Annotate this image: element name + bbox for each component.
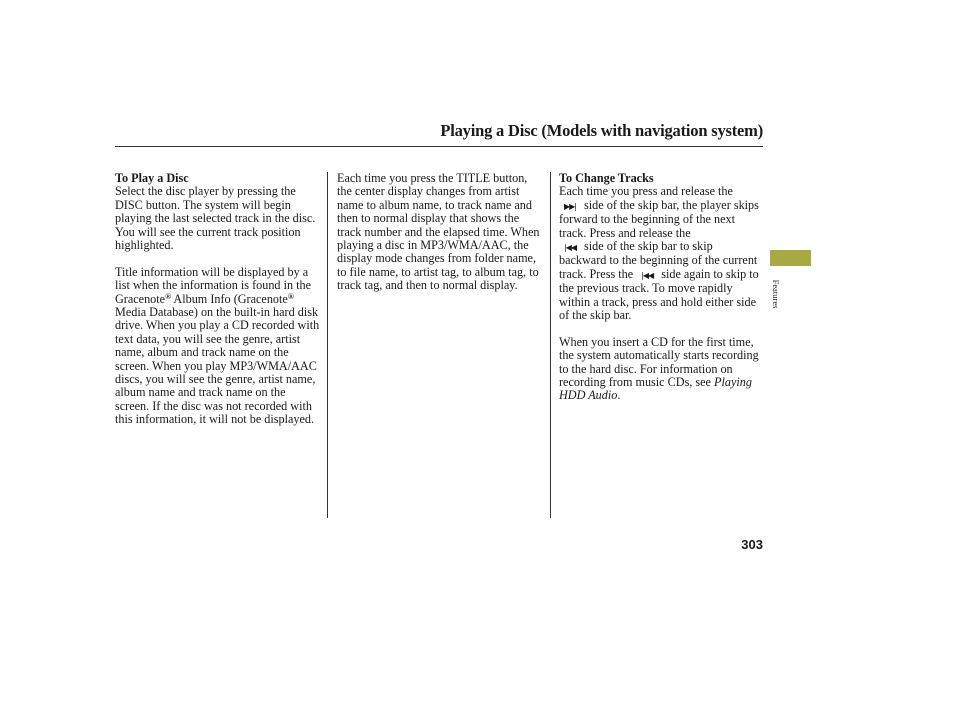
text-fragment: side again to skip to the previous track. To move rapidly within a track, press and hold either side of the skip bar. (559, 266, 759, 323)
title-rule (115, 146, 763, 147)
registered-mark: ® (165, 291, 172, 301)
heading-play-disc: To Play a Disc (115, 171, 189, 185)
text-fragment: . (617, 388, 621, 403)
section-tab (770, 250, 811, 266)
text-fragment: Each time you press and release the (559, 184, 733, 199)
page-title: Playing a Disc (Models with navigation system) (440, 121, 763, 140)
skip-forward-icon: ▶▶| (564, 201, 576, 211)
page-number: 303 (741, 537, 763, 552)
text-fragment: When you insert a CD for the first time, the system automatically starts recording to the hard disc. For information on recording from music CDs, see (559, 334, 759, 390)
paragraph-hdd-recording (559, 336, 763, 403)
text-fragment: side of the skip bar to skip backward to the beginning of the current track. Press the (559, 239, 758, 281)
registered-mark: ® (287, 291, 294, 301)
cross-reference: Playing HDD Audio (559, 375, 752, 403)
column-divider (550, 172, 551, 518)
paragraph-title-info (115, 266, 321, 427)
heading-change-tracks: To Change Tracks (559, 171, 654, 185)
paragraph-title-button: Each time you press the TITLE button, the center display changes from artist name to album name, to track name and then to normal display that shows the track number and the elapsed time. When playing a disc in MP3/WMA/AAC, the display mode changes from folder name, to file name, to artist tag, to album tag, to track tag, and then to normal display. (337, 171, 540, 293)
text-fragment: Title information will be displayed by a list when the information is found in the Gracenote (115, 264, 311, 306)
skip-back-icon: |◀◀ (564, 243, 576, 253)
column-play-disc (115, 172, 321, 427)
column-divider (327, 172, 328, 518)
text-fragment: Album Info (Gracenote (171, 291, 288, 306)
section-label: Features (771, 279, 781, 309)
text-fragment: side of the skip bar, the player skips forward to the beginning of the next track. Press and release the (559, 197, 759, 240)
column-title-button (337, 172, 543, 293)
skip-back-icon: |◀◀ (641, 270, 654, 280)
paragraph-select-disc: Select the disc player by pressing the DISC button. The system will begin playing the last selected track in the disc. You will see the current track position highlighted. (115, 184, 316, 253)
column-change-tracks (559, 172, 763, 403)
paragraph-skip-bar (559, 185, 763, 322)
text-fragment: Media Database) on the built-in hard disk drive. When you play a CD recorded with text data, you will see the genre, artist name, album and track name on the screen. When you play MP3/WMA/AAC discs, you will see the genre, artist name, album name and track name on the screen. If the disc was not recorded with this information, it will not be displayed. (115, 305, 320, 427)
